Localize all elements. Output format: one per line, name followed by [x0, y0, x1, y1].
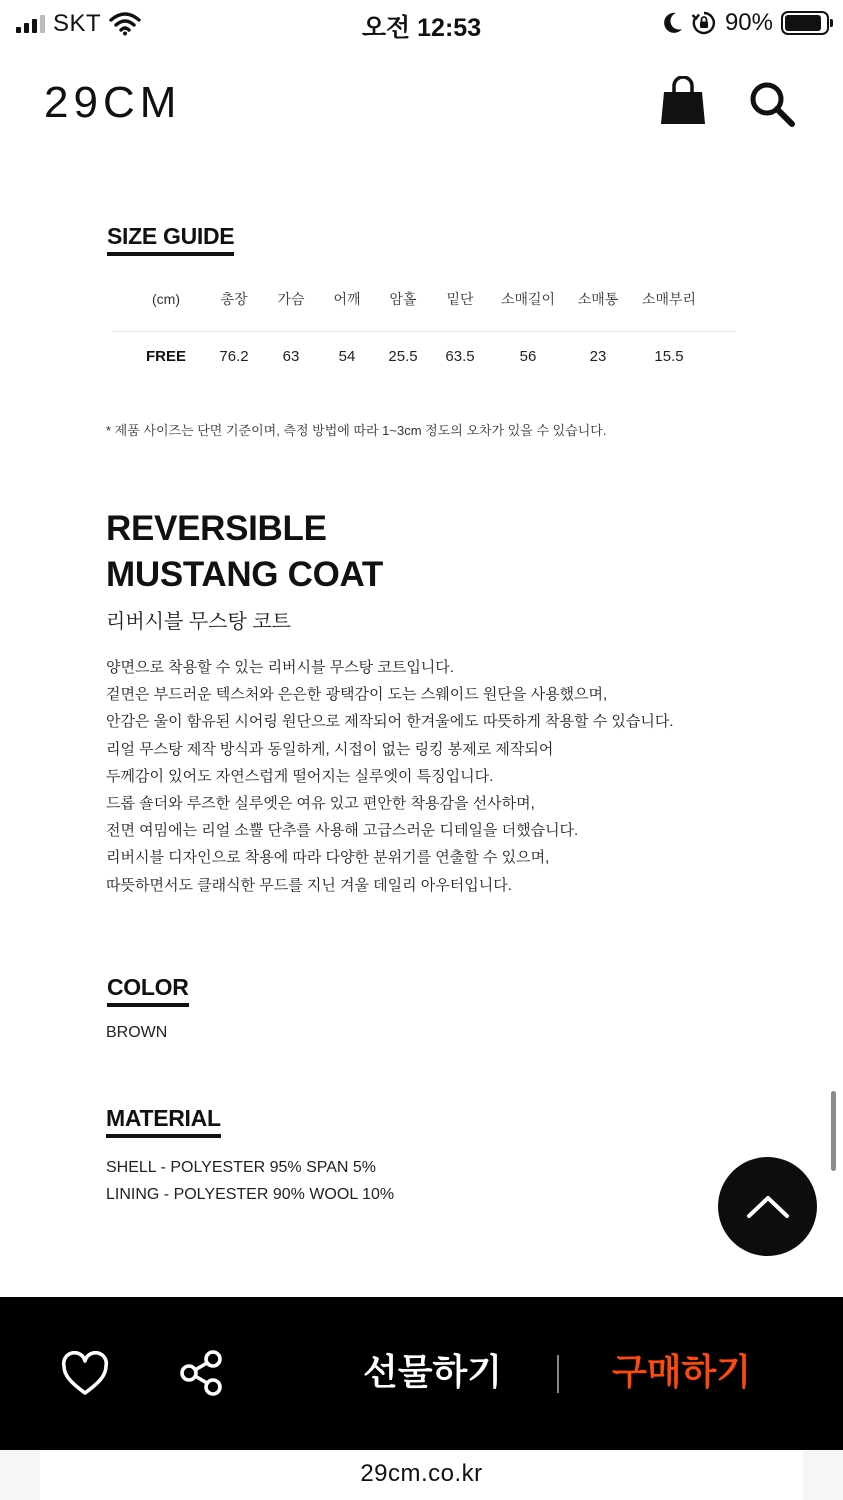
status-time: 오전 12:53	[361, 14, 482, 42]
like-button[interactable]	[60, 1351, 110, 1397]
description-line: 안감은 울이 함유된 시어링 원단으로 제작되어 한겨울에도 따뜻하게 착용할 수 있습니다.	[106, 713, 674, 731]
table-header-cell: 어깨	[333, 291, 361, 307]
table-header-cell: 소매통	[577, 291, 619, 307]
size-table-header	[112, 280, 736, 318]
table-header-cell: 소매길이	[500, 291, 556, 307]
gift-button[interactable]: 선물하기	[345, 1345, 520, 1401]
heart-icon	[60, 1351, 110, 1397]
url-text[interactable]: 29cm.co.kr	[360, 1460, 483, 1487]
moon-icon	[661, 11, 683, 35]
description-line: 전면 여밈에는 리얼 소뿔 단추를 사용해 고급스러운 디테일을 더했습니다.	[106, 822, 579, 840]
table-header-cell: 가슴	[277, 291, 305, 307]
size-guide-title: SIZE GUIDE	[107, 225, 234, 256]
rotation-lock-icon	[691, 10, 717, 36]
product-subtitle: 리버시블 무스탕 코트	[106, 611, 291, 633]
description-line: 두께감이 있어도 자연스럽게 떨어지는 실루엣이 특징입니다.	[106, 767, 494, 785]
scroll-top-button[interactable]	[718, 1157, 817, 1256]
table-header-cell: 밑단	[446, 291, 474, 307]
description-line: 드롭 숄더와 루즈한 실루엣은 여유 있고 편안한 착용감을 선사하며,	[106, 795, 535, 813]
size-table	[112, 280, 736, 376]
material-line: SHELL - POLYESTER 95% SPAN 5%	[106, 1159, 377, 1176]
table-cell: 76.2	[219, 348, 249, 365]
site-logo[interactable]: 29CM	[44, 78, 182, 127]
table-header-cell: 암홀	[389, 291, 417, 307]
bottom-action-bar	[0, 1297, 843, 1450]
description-line: 따뜻하면서도 클래식한 무드를 지닌 겨울 데일리 아우터입니다.	[106, 876, 512, 894]
table-cell: 23	[589, 348, 607, 365]
product-title	[106, 506, 383, 598]
carrier-name: SKT	[53, 10, 102, 37]
material-title: MATERIAL	[106, 1107, 221, 1138]
product-description	[106, 654, 726, 899]
description-line: 양면으로 착용할 수 있는 리버시블 무스탕 코트입니다.	[106, 659, 454, 676]
status-bar	[0, 0, 843, 48]
product-title-line: REVERSIBLE	[106, 509, 327, 548]
scrollbar[interactable]	[831, 1091, 836, 1171]
table-divider	[112, 331, 736, 332]
color-title: COLOR	[107, 976, 189, 1007]
bar-divider	[557, 1355, 559, 1393]
description-line: 리얼 무스탕 제작 방식과 동일하게, 시접이 없는 링킹 봉제로 제작되어	[106, 740, 554, 758]
table-cell: 25.5	[388, 348, 418, 365]
size-note: * 제품 사이즈는 단면 기준이며, 측정 방법에 따라 1~3cm 정도의 오차가 있을 수 있습니다.	[106, 423, 607, 438]
material-line: LINING - POLYESTER 90% WOOL 10%	[106, 1186, 395, 1203]
table-cell: 63	[282, 348, 300, 365]
chevron-up-icon	[746, 1194, 790, 1220]
share-button[interactable]	[176, 1347, 228, 1399]
search-button[interactable]	[746, 78, 798, 130]
material-list	[106, 1154, 394, 1208]
description-line: 리버시블 디자인으로 착용에 따라 다양한 분위기를 연출할 수 있으며,	[106, 849, 550, 867]
color-value: BROWN	[106, 1024, 168, 1041]
table-header-cell: 소매부리	[641, 291, 697, 307]
status-right	[661, 9, 829, 37]
table-cell: 54	[338, 348, 356, 365]
search-icon	[746, 78, 798, 130]
description-line: 겉면은 부드러운 텍스처와 은은한 광택감이 도는 스웨이드 원단을 사용했으며,	[106, 686, 608, 704]
table-header-cell: 총장	[220, 291, 248, 307]
product-title-line: MUSTANG COAT	[106, 555, 384, 594]
battery-percent: 90%	[724, 9, 773, 36]
browser-url-bar[interactable]	[0, 1450, 843, 1500]
battery-icon	[781, 11, 829, 35]
shopping-bag-icon	[658, 76, 708, 128]
share-icon	[176, 1347, 228, 1399]
table-cell: FREE	[145, 348, 186, 365]
table-cell: 56	[519, 348, 537, 365]
table-row	[112, 338, 736, 376]
table-header-cell: (cm)	[152, 291, 180, 307]
table-cell: 63.5	[445, 348, 475, 365]
table-cell: 15.5	[654, 348, 684, 365]
cart-button[interactable]	[658, 76, 708, 128]
buy-button[interactable]: 구매하기	[594, 1345, 769, 1401]
